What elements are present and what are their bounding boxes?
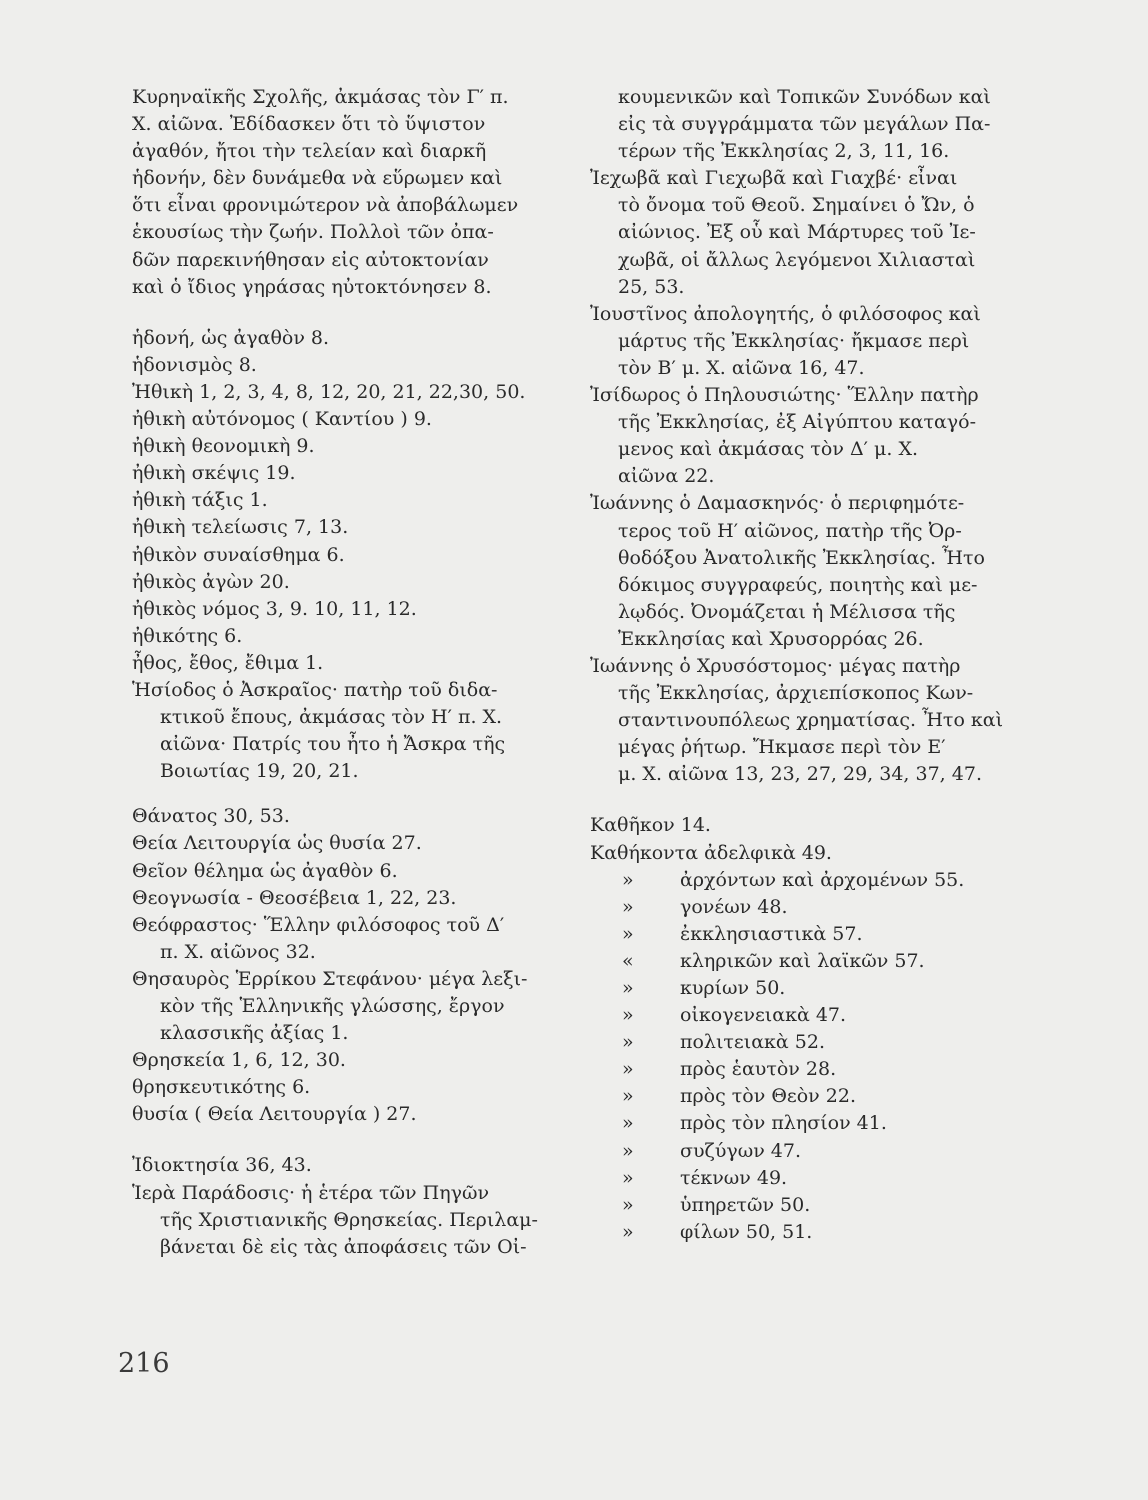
index-entry: Θησαυρὸς Ἑρρίκου Στεφάνου· μέγα λεξι- xyxy=(132,967,528,990)
sub-entry-text: κυρίων 50. xyxy=(680,977,786,999)
sub-entry xyxy=(590,975,1020,1002)
text-line: κτικοῦ ἔπους, ἀκμάσας τὸν Η′ π. Χ. xyxy=(160,706,503,729)
index-entry: Καθῆκον 14. xyxy=(590,814,711,837)
isidore-entry xyxy=(590,382,1020,490)
sub-entry-text: γονέων 48. xyxy=(680,895,788,918)
chrysostom-entry xyxy=(590,653,1020,788)
duty-entries xyxy=(590,812,1020,1246)
index-entry: Θεογνωσία - Θεοσέβεια 1, 22, 23. xyxy=(132,886,457,909)
text-line: θοδόξου Ἀνατολικῆς Ἐκκλησίας. Ἦτο xyxy=(618,546,985,569)
sub-entry xyxy=(590,1029,1020,1056)
sub-entry-text: ἀρχόντων καὶ ἀρχομένων 55. xyxy=(680,868,965,891)
page-number: 216 xyxy=(118,1348,170,1379)
index-entry: θρησκευτικότης 6. xyxy=(132,1076,311,1099)
text-line: τερος τοῦ Η′ αἰῶνος, πατὴρ τῆς Ὀρ- xyxy=(618,519,962,542)
text-line: καὶ ὁ ἴδιος γηράσας ηὐτοκτόνησεν 8. xyxy=(132,275,492,298)
index-entry: Ἰδιοκτησία 36, 43. xyxy=(132,1154,312,1177)
text-line: Ἐκκλησίας καὶ Χρυσορρόας 26. xyxy=(618,627,924,650)
text-line: μάρτυς τῆς Ἐκκλησίας· ἤκμασε περὶ xyxy=(618,329,970,352)
ditto-mark: » xyxy=(622,1166,634,1189)
text-line: μενος καὶ ἀκμάσας τὸν Δ′ μ. Χ. xyxy=(618,438,919,461)
text-line: λῳδός. Ὀνομάζεται ἡ Μέλισσα τῆς xyxy=(618,600,956,623)
text-line: αἰῶνα 22. xyxy=(618,465,715,488)
sub-entry xyxy=(590,1219,1020,1246)
index-entry: Ἰουστῖνος ἀπολογητής, ὁ φιλόσοφος καὶ xyxy=(590,302,981,325)
text-line: τῆς Χριστιανικῆς Θρησκείας. Περιλαμ- xyxy=(160,1208,538,1231)
index-entry: ἦθος, ἔθος, ἔθιμα 1. xyxy=(132,651,324,674)
text-line: τῆς Ἐκκλησίας, ἐξ Αἰγύπτου καταγό- xyxy=(618,411,976,434)
index-entry: Καθήκοντα ἀδελφικὰ 49. xyxy=(590,841,832,864)
sub-entry-text: οἰκογενειακὰ 47. xyxy=(680,1004,847,1027)
sub-entry-text: τέκνων 49. xyxy=(680,1166,788,1189)
text-line: π. Χ. αἰῶνος 32. xyxy=(160,940,316,963)
ditto-mark: » xyxy=(622,1058,634,1081)
kyrenaic-entry-continuation xyxy=(132,84,562,301)
index-entry: Θεῖον θέλημα ὡς ἀγαθὸν 6. xyxy=(132,859,398,882)
sub-entry-text: ὑπηρετῶν 50. xyxy=(680,1193,811,1216)
text-line: τὸ ὄνομα τοῦ Θεοῦ. Σημαίνει ὁ Ὤν, ὁ xyxy=(618,194,975,217)
sub-entry xyxy=(590,921,1020,948)
text-line: Βοιωτίας 19, 20, 21. xyxy=(160,760,359,783)
index-entry: Ἠθικὴ 1, 2, 3, 4, 8, 12, 20, 21, 22,30, 50. xyxy=(132,380,526,403)
text-line: Κυρηναϊκῆς Σχολῆς, ἀκμάσας τὸν Γ′ π. xyxy=(132,86,509,108)
sub-entry xyxy=(590,1056,1020,1083)
text-line: αἰώνιος. Ἐξ οὗ καὶ Μάρτυρες τοῦ Ἰε- xyxy=(618,221,976,244)
sub-entry xyxy=(590,1165,1020,1192)
text-line: χωβᾶ, οἱ ἄλλως λεγόμενοι Χιλιασταὶ xyxy=(618,248,976,271)
sub-entry-text: πρὸς τὸν Θεὸν 22. xyxy=(680,1085,856,1108)
text-line: αἰῶνα· Πατρίς του ἦτο ἡ Ἄσκρα τῆς xyxy=(160,733,506,756)
index-entry: Ἰσίδωρος ὁ Πηλουσιώτης· Ἕλλην πατὴρ xyxy=(590,384,979,407)
index-entry: Θάνατος 30, 53. xyxy=(132,805,290,828)
index-entry: ἠθικὸς ἀγὼν 20. xyxy=(132,570,290,593)
sub-entry xyxy=(590,1083,1020,1110)
text-line: δόκιμος συγγραφεύς, ποιητὴς καὶ με- xyxy=(618,573,978,596)
ditto-mark: » xyxy=(622,1139,634,1162)
index-entry: Ἱερὰ Παράδοσις· ἡ ἑτέρα τῶν Πηγῶν xyxy=(132,1181,489,1204)
text-line: μ. Χ. αἰῶνα 13, 23, 27, 29, 34, 37, 47. xyxy=(618,763,982,786)
ditto-mark: « xyxy=(622,949,634,972)
text-line: σταντινουπόλεως χρηματίσας. Ἦτο καὶ xyxy=(618,709,1004,732)
sub-entry-text: συζύγων 47. xyxy=(680,1139,802,1162)
text-line: εἰς τὰ συγγράμματα τῶν μεγάλων Πα- xyxy=(618,113,991,136)
text-line: κουμενικῶν καὶ Τοπικῶν Συνόδων καὶ xyxy=(618,86,991,108)
text-line: τῆς Ἐκκλησίας, ἀρχιεπίσκοπος Κων- xyxy=(618,682,974,705)
index-entry: Θεία Λειτουργία ὡς θυσία 27. xyxy=(132,832,422,855)
ditto-mark: » xyxy=(622,868,634,891)
hiera-continuation xyxy=(590,84,1020,165)
sub-entry xyxy=(590,867,1020,894)
damascene-entry xyxy=(590,490,1020,653)
index-entry: ἠθικὴ θεονομικὴ 9. xyxy=(132,435,315,458)
index-entry: Θρησκεία 1, 6, 12, 30. xyxy=(132,1049,346,1072)
text-line: ὅτι εἶναι φρονιμώτερον νὰ ἀποβάλωμεν xyxy=(132,194,519,217)
index-entry: θυσία ( Θεία Λειτουργία ) 27. xyxy=(132,1103,417,1126)
right-column xyxy=(590,84,1020,1246)
sub-entry-text: ἐκκλησιαστικὰ 57. xyxy=(680,922,863,945)
text-line: βάνεται δὲ εἰς τὰς ἀποφάσεις τῶν Οἰ- xyxy=(160,1235,527,1258)
sub-entry xyxy=(590,1110,1020,1137)
left-column xyxy=(132,84,562,1261)
ditto-mark: » xyxy=(622,1085,634,1108)
justin-entry xyxy=(590,301,1020,382)
iota-entries xyxy=(132,1152,562,1260)
text-line: Χ. αἰῶνα. Ἐδίδασκεν ὅτι τὸ ὕψιστον xyxy=(132,113,486,136)
text-line: κλασσικῆς ἀξίας 1. xyxy=(160,1022,349,1045)
ditto-mark: » xyxy=(622,1193,634,1216)
theta-entries xyxy=(132,803,562,1128)
index-entry: ἠθικὴ τάξις 1. xyxy=(132,489,268,512)
index-entry: Θεόφραστος· Ἕλλην φιλόσοφος τοῦ Δ′ xyxy=(132,913,505,936)
hesiod-entry xyxy=(132,677,562,785)
sub-entry-text: φίλων 50, 51. xyxy=(680,1220,813,1243)
ditto-mark: » xyxy=(622,1220,634,1243)
ditto-mark: » xyxy=(622,1112,634,1135)
index-entry: Ἡσίοδος ὁ Ἀσκραῖος· πατὴρ τοῦ διδα- xyxy=(132,678,498,701)
index-entry: Ἰωάννης ὁ Δαμασκηνός· ὁ περιφημότε- xyxy=(590,492,965,515)
ditto-mark: » xyxy=(622,895,634,918)
ditto-mark: » xyxy=(622,977,634,999)
ditto-mark: » xyxy=(622,922,634,945)
iechova-entry xyxy=(590,165,1020,300)
sub-entry-text: πρὸς τὸν πλησίον 41. xyxy=(680,1112,887,1135)
index-entry: Ἰωάννης ὁ Χρυσόστομος· μέγας πατὴρ xyxy=(590,654,961,677)
text-line: δῶν παρεκινήθησαν εἰς αὐτοκτονίαν xyxy=(132,248,489,271)
index-entry: ἡδονή, ὡς ἀγαθὸν 8. xyxy=(132,326,330,349)
sub-entry-text: πολιτειακὰ 52. xyxy=(680,1031,826,1054)
ditto-mark: » xyxy=(622,1031,634,1054)
sub-entry xyxy=(590,894,1020,921)
index-entry: ἡδονισμὸς 8. xyxy=(132,353,257,376)
index-entry: Ἰεχωβᾶ καὶ Γιεχωβᾶ καὶ Γιαχβέ· εἶναι xyxy=(590,167,958,190)
text-line: μέγας ῥήτωρ. Ἤκμασε περὶ τὸν Ε′ xyxy=(618,736,946,759)
text-line: τέρων τῆς Ἐκκλησίας 2, 3, 11, 16. xyxy=(618,140,950,163)
sub-entry-text: πρὸς ἑαυτὸν 28. xyxy=(680,1058,837,1081)
text-line: τὸν Β′ μ. Χ. αἰῶνα 16, 47. xyxy=(618,356,865,379)
text-line: ἑκουσίως τὴν ζωήν. Πολλοὶ τῶν ὀπα- xyxy=(132,221,494,244)
sub-entry xyxy=(590,1192,1020,1219)
ethics-entries xyxy=(132,325,562,677)
sub-entry xyxy=(590,1138,1020,1165)
sub-entry xyxy=(590,1002,1020,1029)
index-entry: ἠθικὴ σκέψις 19. xyxy=(132,462,296,485)
index-entry: ἠθικότης 6. xyxy=(132,624,243,647)
ditto-mark: » xyxy=(622,1004,634,1027)
sub-entry-text: κληρικῶν καὶ λαϊκῶν 57. xyxy=(680,949,925,972)
index-entry: ἠθικὴ τελείωσις 7, 13. xyxy=(132,516,349,539)
index-entry: ἠθικὸν συναίσθημα 6. xyxy=(132,543,345,566)
text-line: 25, 53. xyxy=(618,275,685,298)
text-line: ἡδονήν, δὲν δυνάμεθα νὰ εὕρωμεν καὶ xyxy=(132,167,503,190)
index-entry: ἠθικὴ αὐτόνομος ( Καντίου ) 9. xyxy=(132,408,432,431)
index-entry: ἠθικὸς νόμος 3, 9. 10, 11, 12. xyxy=(132,597,417,620)
text-line: ἀγαθόν, ἤτοι τὴν τελείαν καὶ διαρκῆ xyxy=(132,140,487,163)
sub-entry xyxy=(590,948,1020,975)
text-line: κὸν τῆς Ἑλληνικῆς γλώσσης, ἔργον xyxy=(160,995,505,1017)
